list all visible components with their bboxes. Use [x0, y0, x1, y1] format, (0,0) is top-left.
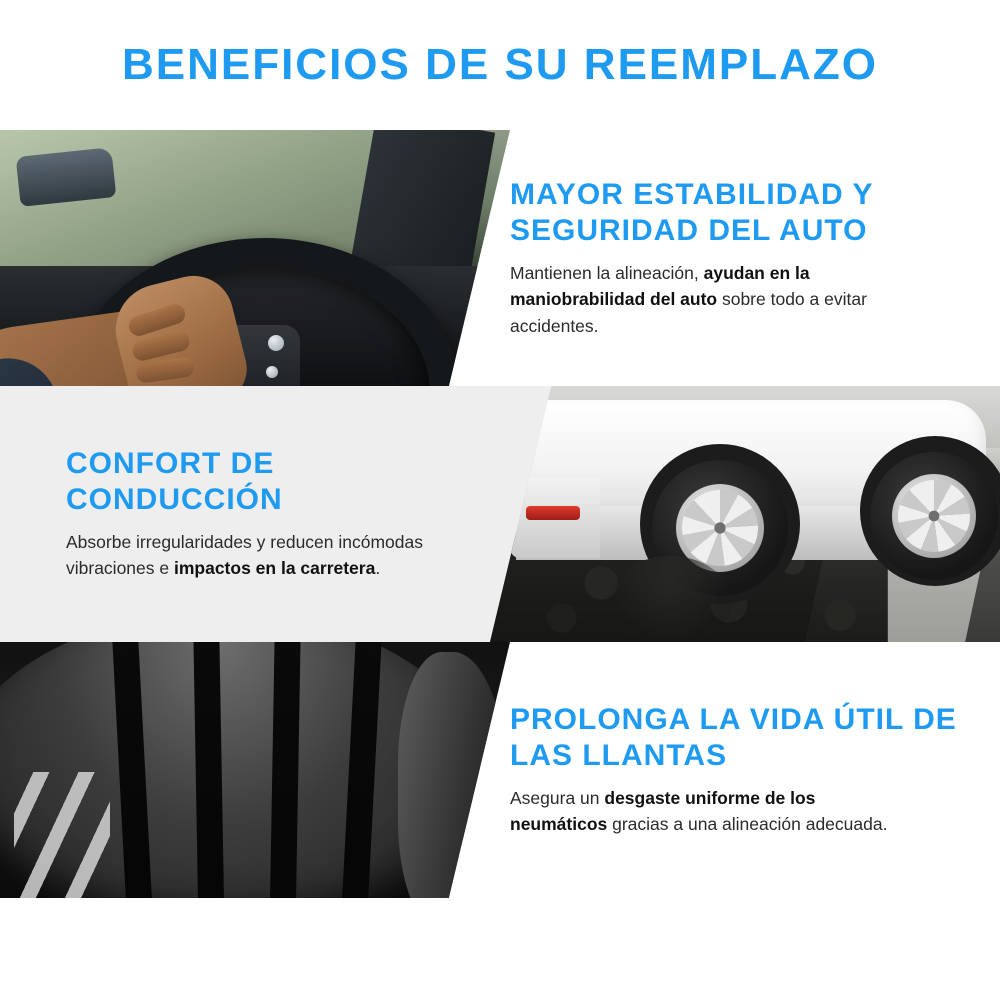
- text-estabilidad: [500, 130, 1000, 386]
- section-body-vida-util: [510, 785, 910, 838]
- text-vida-util: [500, 642, 1000, 898]
- text-confort: [0, 386, 480, 642]
- body-part-bold: ayudan en la maniobrabilidad del auto: [510, 263, 810, 310]
- photo-car-road: [490, 386, 1000, 642]
- section-body-confort: [66, 529, 466, 582]
- page-title: BENEFICIOS DE SU REEMPLAZO: [121, 40, 879, 89]
- section-title-vida-util: PROLONGA LA VIDA ÚTIL DE LAS LLANTAS: [510, 703, 957, 772]
- body-part: gracias a una alineación adecuada.: [607, 814, 888, 835]
- photo-driver: [0, 130, 510, 386]
- section-estabilidad: [0, 130, 1000, 386]
- photo-tire: [0, 642, 510, 898]
- body-part: .: [375, 558, 381, 579]
- body-part-bold: desgaste uniforme de los neumáticos: [510, 788, 816, 835]
- body-part: Asegura un: [510, 788, 605, 809]
- section-body-estabilidad: [510, 260, 910, 339]
- image-tire-tread: [0, 642, 510, 898]
- header: [0, 0, 1000, 130]
- section-confort: [0, 386, 1000, 642]
- taillight-shape: [526, 506, 580, 520]
- section-vida-util: [0, 642, 1000, 898]
- body-part-bold: impactos en la carretera: [173, 558, 376, 579]
- section-title-estabilidad: MAYOR ESTABILIDAD Y SEGURIDAD DEL AUTO: [510, 178, 873, 247]
- image-driver-steering-wheel: [0, 130, 510, 386]
- body-part: sobre todo a evitar accidentes.: [510, 289, 867, 336]
- section-title-confort: CONFORT DE CONDUCCIÓN: [66, 447, 283, 516]
- body-part: Absorbe irregularidades y reducen incómodas vibraciones e: [66, 532, 424, 579]
- side-mirror-shape: [16, 147, 117, 207]
- body-part: Mantienen la alineación,: [510, 263, 704, 284]
- footer-spacer: [0, 898, 1000, 1000]
- tread-pattern-shape: [14, 772, 110, 898]
- image-car-damaged-road: [490, 386, 1000, 642]
